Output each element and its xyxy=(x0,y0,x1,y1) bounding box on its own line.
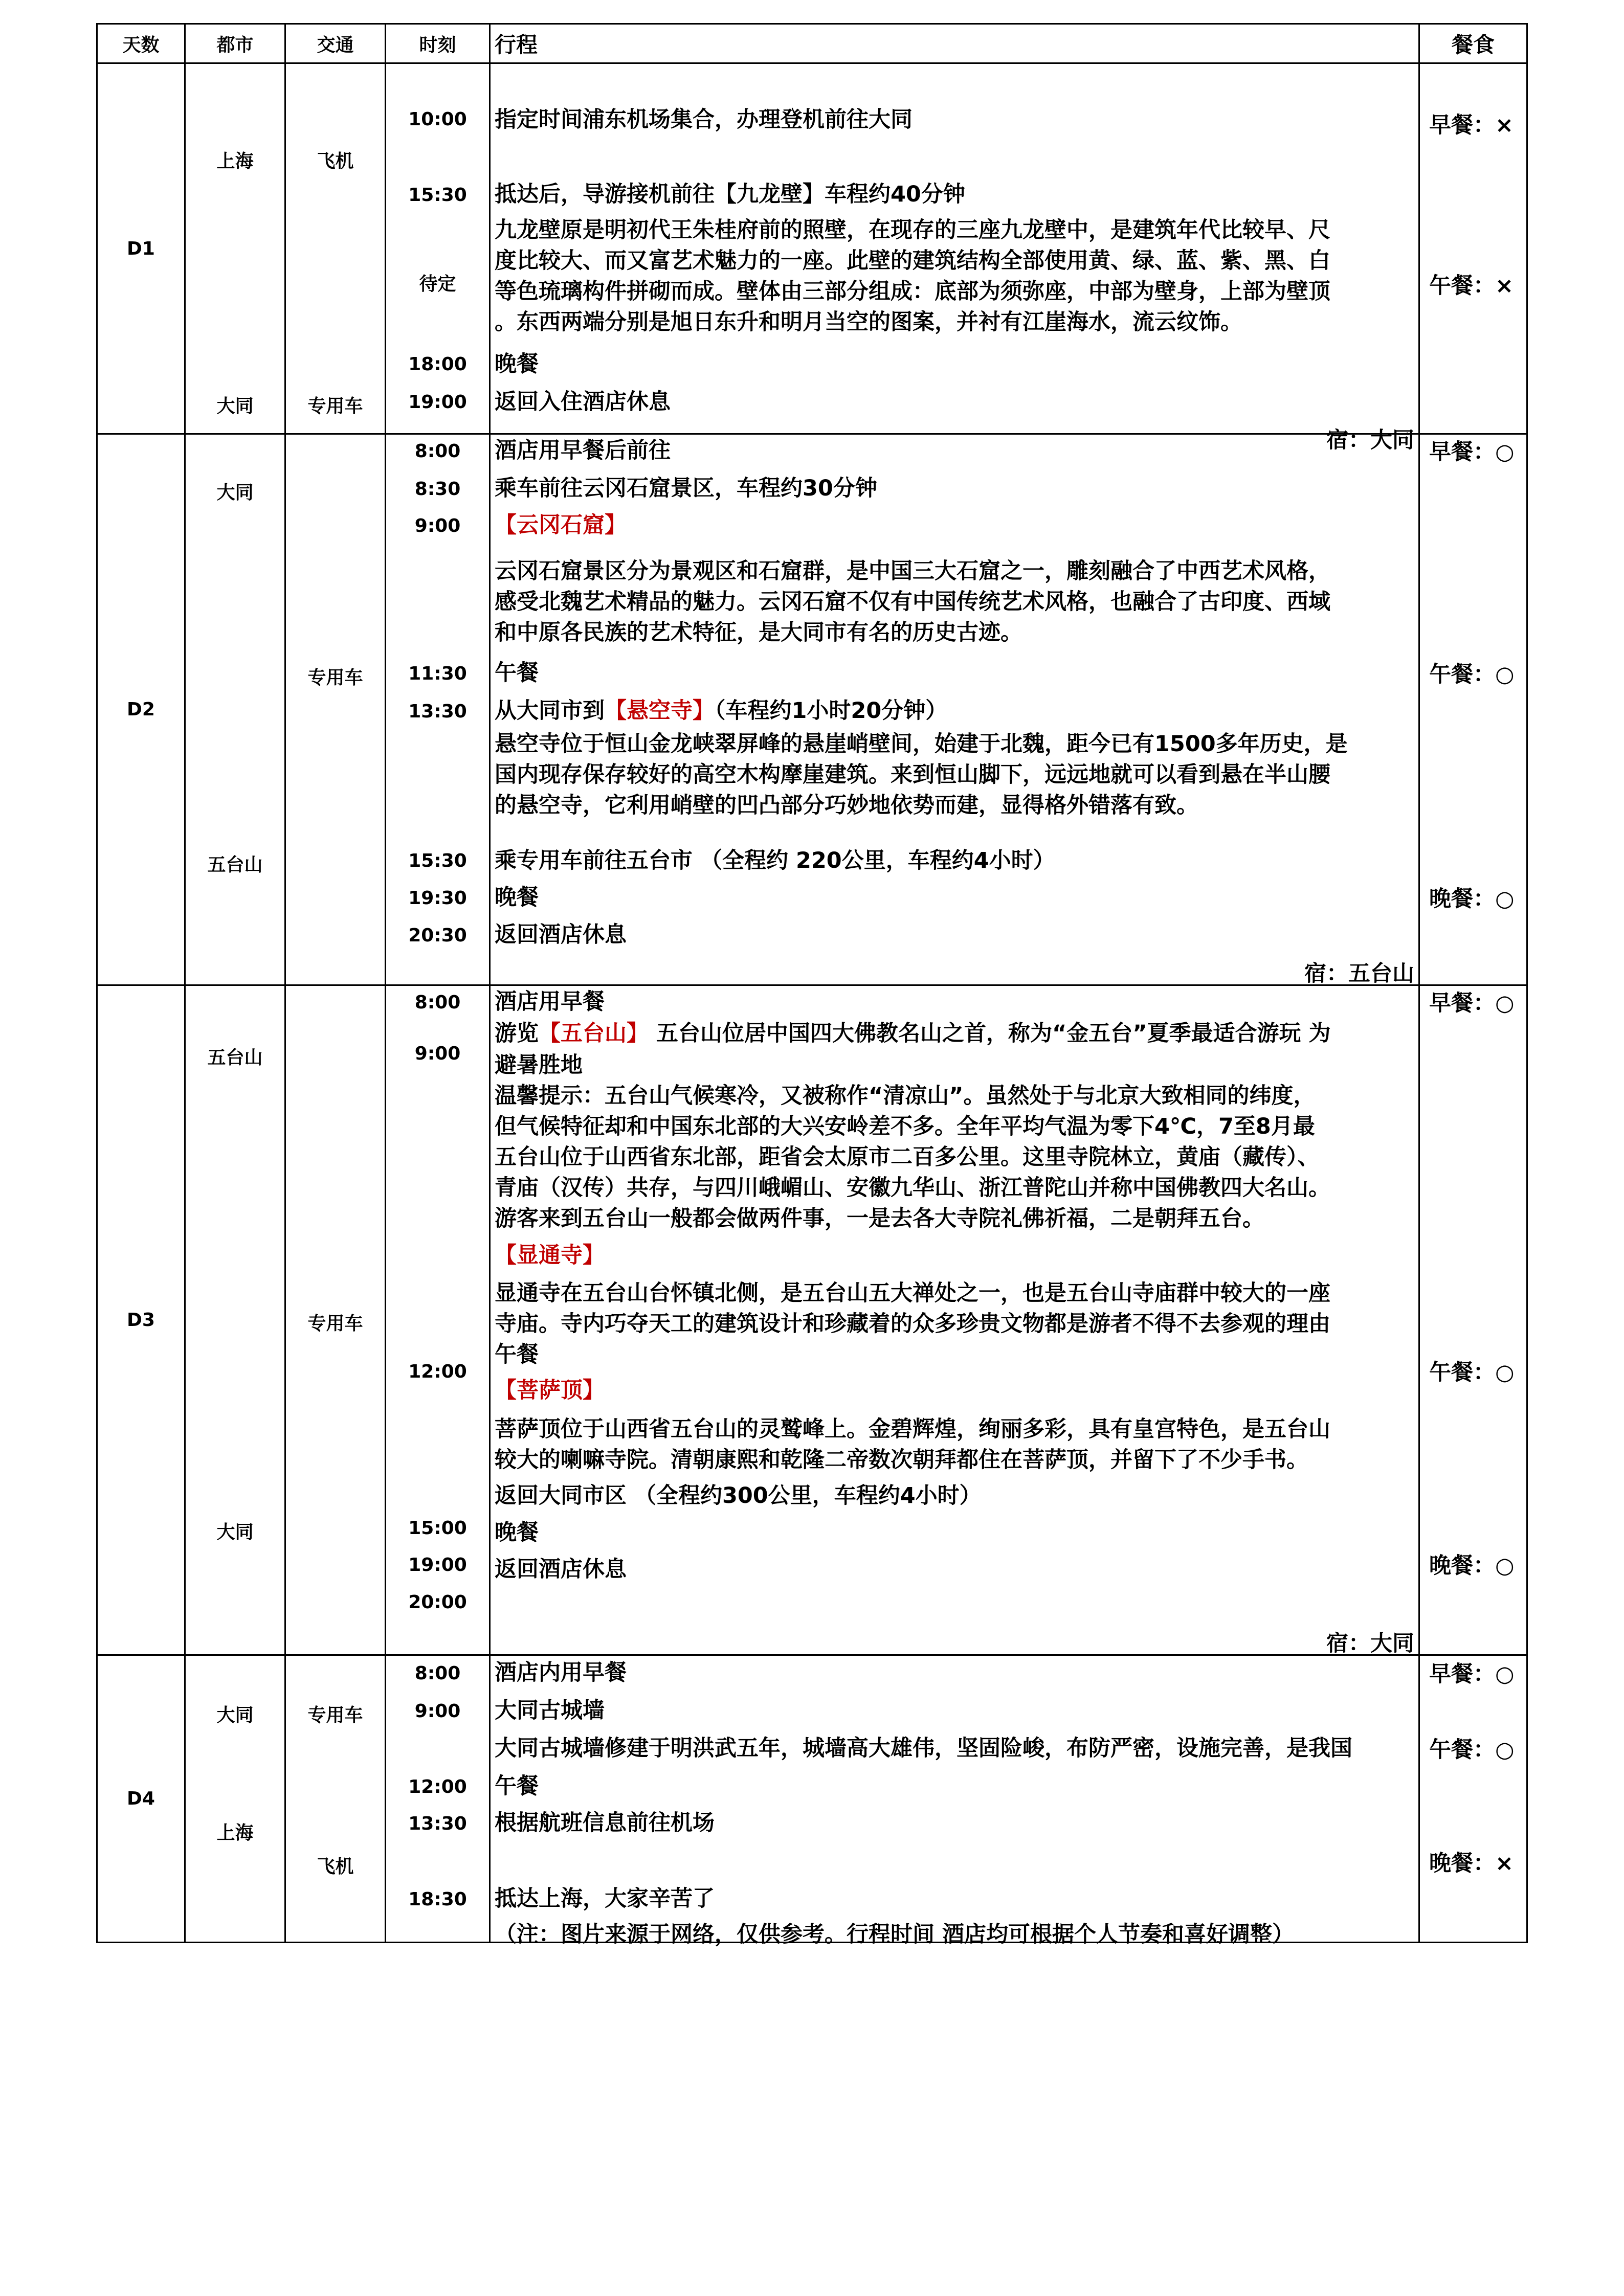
meals-cell xyxy=(1419,1655,1527,1943)
day-row-d3 xyxy=(97,985,1527,1655)
time-value: 18:30 xyxy=(408,1889,467,1910)
route-line: 度比较大、而又富艺术魅力的一座。此壁的建筑结构全部使用黄、绿、蓝、紫、黑、白 xyxy=(495,248,1330,274)
meal-lunch: 午餐：○ xyxy=(1429,1360,1515,1385)
route-text: 游览 xyxy=(495,1021,539,1046)
time-value: 20:30 xyxy=(408,925,467,946)
route-line: 酒店内用早餐 xyxy=(495,1660,627,1685)
time-value: 9:00 xyxy=(414,1043,461,1064)
route-line: 温馨提示：五台山气候寒冷，又被称作“清凉山”。虽然处于与北京大致相同的纬度， xyxy=(495,1083,1316,1109)
overnight-stay: 宿：大同 xyxy=(1326,427,1414,453)
route-cell xyxy=(490,1655,1419,1947)
time-value: 19:00 xyxy=(408,1555,467,1575)
transport-mode: 飞机 xyxy=(317,1856,354,1877)
time-cell xyxy=(386,1655,490,1943)
time-value: 13:30 xyxy=(408,1813,467,1834)
route-cell xyxy=(490,434,1419,985)
header-city: 都市 xyxy=(185,24,285,63)
route-line: 酒店用早餐 xyxy=(495,989,605,1015)
time-value: 20:00 xyxy=(408,1592,467,1613)
time-value: 19:30 xyxy=(408,888,467,909)
route-line: 避暑胜地 xyxy=(495,1052,583,1078)
city-name: 上海 xyxy=(216,151,254,172)
city-cell xyxy=(185,1655,285,1943)
route-line: 午餐 xyxy=(495,660,539,686)
route-line: 国内现存保存较好的高空木构摩崖建筑。来到恒山脚下，远远地就可以看到悬在半山腰 xyxy=(495,762,1330,787)
route-note: （注：图片来源于网络，仅供参考。行程时间 酒店均可根据个人节奏和喜好调整） xyxy=(495,1922,1294,1947)
route-text: 五台山位居中国四大佛教名山之首，称为“金五台”夏季最适合游玩 为 xyxy=(656,1021,1331,1046)
meal-dinner: 晚餐：○ xyxy=(1429,886,1515,912)
transport-cell xyxy=(285,985,386,1655)
city-name: 五台山 xyxy=(207,1047,263,1068)
route-line: 云冈石窟景区分为景观区和石窟群，是中国三大石窟之一，雕刻融合了中西艺术风格， xyxy=(495,558,1330,584)
route-line: 五台山位于山西省东北部，距省会太原市二百多公里。这里寺院林立，黄庙（藏传）、 xyxy=(495,1144,1320,1170)
route-line: 返回酒店休息 xyxy=(495,1557,627,1582)
day-row-d2 xyxy=(97,434,1527,985)
route-line: 悬空寺位于恒山金龙峡翠屏峰的悬崖峭壁间，始建于北魏，距今已有1500多年历史，是 xyxy=(495,731,1348,757)
meal-breakfast: 早餐：○ xyxy=(1429,1661,1515,1687)
route-line: 根据航班信息前往机场 xyxy=(495,1810,715,1836)
meal-lunch: 午餐：○ xyxy=(1429,662,1515,687)
attraction-pusading: 【菩萨顶】 xyxy=(495,1378,605,1403)
route-line: 大同古城墙 xyxy=(495,1698,605,1723)
attraction-yungang-grottoes: 【云冈石窟】 xyxy=(495,512,627,538)
time-value: 18:00 xyxy=(408,354,467,375)
route-line: 抵达上海，大家辛苦了 xyxy=(495,1886,715,1911)
time-cell xyxy=(386,985,490,1655)
city-name: 大同 xyxy=(216,1705,254,1726)
time-value: 8:00 xyxy=(414,441,461,462)
day-label: D3 xyxy=(97,985,185,1655)
time-value: 15:30 xyxy=(408,185,467,206)
header-time: 时刻 xyxy=(386,24,490,63)
time-cell xyxy=(386,434,490,985)
route-text: （车程约1小时20分钟） xyxy=(715,698,948,724)
meals-cell xyxy=(1419,434,1527,985)
route-line: 乘专用车前往五台市 （全程约 220公里，车程约4小时） xyxy=(495,848,1055,873)
time-value: 待定 xyxy=(419,274,456,295)
transport-cell xyxy=(285,434,386,985)
route-line: 午餐 xyxy=(495,1773,539,1799)
route-line: 九龙壁原是明初代王朱桂府前的照壁，在现存的三座九龙壁中，是建筑年代比较早、尺 xyxy=(495,217,1330,243)
route-line-mixed xyxy=(495,1018,1416,1049)
route-line: 寺庙。寺内巧夺天工的建筑设计和珍藏着的众多珍贵文物都是游者不得不去参观的理由 xyxy=(495,1311,1330,1337)
route-line: 和中原各民族的艺术特征，是大同市有名的历史古迹。 xyxy=(495,620,1022,645)
time-value: 9:00 xyxy=(414,515,461,536)
meal-breakfast: 早餐：○ xyxy=(1429,439,1515,465)
itinerary-table xyxy=(96,23,1528,1947)
city-name: 大同 xyxy=(216,482,254,503)
route-line: 等色琉璃构件拼砌而成。壁体由三部分组成：底部为须弥座，中部为壁身，上部为壁顶 xyxy=(495,279,1330,304)
time-cell xyxy=(386,63,490,434)
overnight-stay: 宿：五台山 xyxy=(1304,961,1414,986)
attraction-xiantong-temple: 【显通寺】 xyxy=(495,1243,605,1268)
attraction-hanging-temple: 【悬空寺】 xyxy=(605,698,715,724)
time-value: 9:00 xyxy=(414,1701,461,1722)
time-value: 13:30 xyxy=(408,701,467,722)
time-value: 19:00 xyxy=(408,392,467,413)
route-line: 晚餐 xyxy=(495,885,539,910)
transport-mode: 专用车 xyxy=(307,667,363,688)
transport-mode: 专用车 xyxy=(307,1705,363,1726)
time-value: 12:00 xyxy=(408,1776,467,1797)
header-row xyxy=(97,24,1527,63)
meal-breakfast: 早餐：○ xyxy=(1429,991,1515,1016)
city-name: 五台山 xyxy=(207,854,263,875)
header-day: 天数 xyxy=(97,24,185,63)
route-line: 晚餐 xyxy=(495,1520,539,1545)
day-row-d1 xyxy=(97,63,1527,434)
meals-cell xyxy=(1419,63,1527,434)
route-line: 酒店用早餐后前往 xyxy=(495,438,671,463)
route-line: 游客来到五台山一般都会做两件事，一是去各大寺院礼佛祈福，二是朝拜五台。 xyxy=(495,1206,1264,1231)
day-label: D4 xyxy=(97,1655,185,1943)
route-line: 返回酒店休息 xyxy=(495,922,627,948)
header-transport: 交通 xyxy=(285,24,386,63)
meal-dinner: 晚餐：○ xyxy=(1429,1553,1515,1579)
time-value: 8:30 xyxy=(414,479,461,500)
city-cell xyxy=(185,434,285,985)
time-value: 10:00 xyxy=(408,109,467,130)
city-name: 大同 xyxy=(216,396,254,417)
meal-dinner: 晚餐：× xyxy=(1429,1851,1514,1876)
route-line: 菩萨顶位于山西省五台山的灵鹫峰上。金碧辉煌，绚丽多彩，具有皇宫特色，是五台山 xyxy=(495,1416,1330,1442)
route-line: 乘车前往云冈石窟景区，车程约30分钟 xyxy=(495,476,877,501)
meal-lunch: 午餐：○ xyxy=(1429,1737,1515,1763)
route-line: 显通寺在五台山台怀镇北侧，是五台山五大禅处之一，也是五台山寺庙群中较大的一座 xyxy=(495,1280,1330,1306)
route-line: 晚餐 xyxy=(495,351,539,377)
time-value: 15:30 xyxy=(408,850,467,871)
route-text: 从大同市到 xyxy=(495,698,605,724)
route-line: 返回大同市区 （全程约300公里，车程约4小时） xyxy=(495,1483,982,1509)
time-value: 15:00 xyxy=(408,1518,467,1539)
header-route: 行程 xyxy=(490,24,1419,63)
transport-cell xyxy=(285,1655,386,1943)
route-cell xyxy=(490,985,1419,1655)
transport-cell xyxy=(285,63,386,434)
route-line: 抵达后，导游接机前往【九龙壁】车程约40分钟 xyxy=(495,182,965,207)
meal-breakfast: 早餐：× xyxy=(1429,112,1514,138)
city-cell xyxy=(185,985,285,1655)
route-line: 。东西两端分别是旭日东升和明月当空的图案，并衬有江崖海水，流云纹饰。 xyxy=(495,309,1242,335)
city-name: 上海 xyxy=(216,1822,254,1843)
overnight-stay: 宿：大同 xyxy=(1326,1631,1414,1656)
time-value: 8:00 xyxy=(414,992,461,1013)
day-row-d4 xyxy=(97,1655,1527,1943)
route-line: 青庙（汉传）共存，与四川峨嵋山、安徽九华山、浙江普陀山并称中国佛教四大名山。 xyxy=(495,1175,1330,1201)
day-label: D1 xyxy=(97,63,185,434)
route-line: 大同古城墙修建于明洪武五年，城墙高大雄伟，坚固险峻，布防严密，设施完善，是我国 xyxy=(495,1736,1352,1761)
transport-mode: 专用车 xyxy=(307,1313,363,1334)
time-value: 8:00 xyxy=(414,1663,461,1684)
city-name: 大同 xyxy=(216,1522,254,1543)
route-line-mixed xyxy=(495,695,1416,727)
time-value: 11:30 xyxy=(408,663,467,684)
meals-cell xyxy=(1419,985,1527,1655)
city-cell xyxy=(185,63,285,434)
route-line: 午餐 xyxy=(495,1342,539,1367)
route-line: 指定时间浦东机场集合，办理登机前往大同 xyxy=(495,107,913,132)
meal-lunch: 午餐：× xyxy=(1429,273,1514,299)
route-line: 但气候特征却和中国东北部的大兴安岭差不多。全年平均气温为零下4℃，7至8月最 xyxy=(495,1114,1315,1139)
transport-mode: 飞机 xyxy=(317,151,354,172)
route-line: 感受北魏艺术精品的魅力。云冈石窟不仅有中国传统艺术风格，也融合了古印度、西域 xyxy=(495,589,1330,615)
route-line: 返回入住酒店休息 xyxy=(495,389,671,415)
route-line: 较大的喇嘛寺院。清朝康熙和乾隆二帝数次朝拜都住在菩萨顶，并留下了不少手书。 xyxy=(495,1447,1308,1473)
header-meals: 餐食 xyxy=(1419,24,1527,63)
transport-mode: 专用车 xyxy=(307,396,363,417)
route-line: 的悬空寺，它利用峭壁的凹凸部分巧妙地依势而建，显得格外错落有致。 xyxy=(495,793,1198,818)
attraction-wutaishan: 【五台山】 xyxy=(539,1021,649,1046)
time-value: 12:00 xyxy=(408,1361,467,1382)
day-label: D2 xyxy=(97,434,185,985)
